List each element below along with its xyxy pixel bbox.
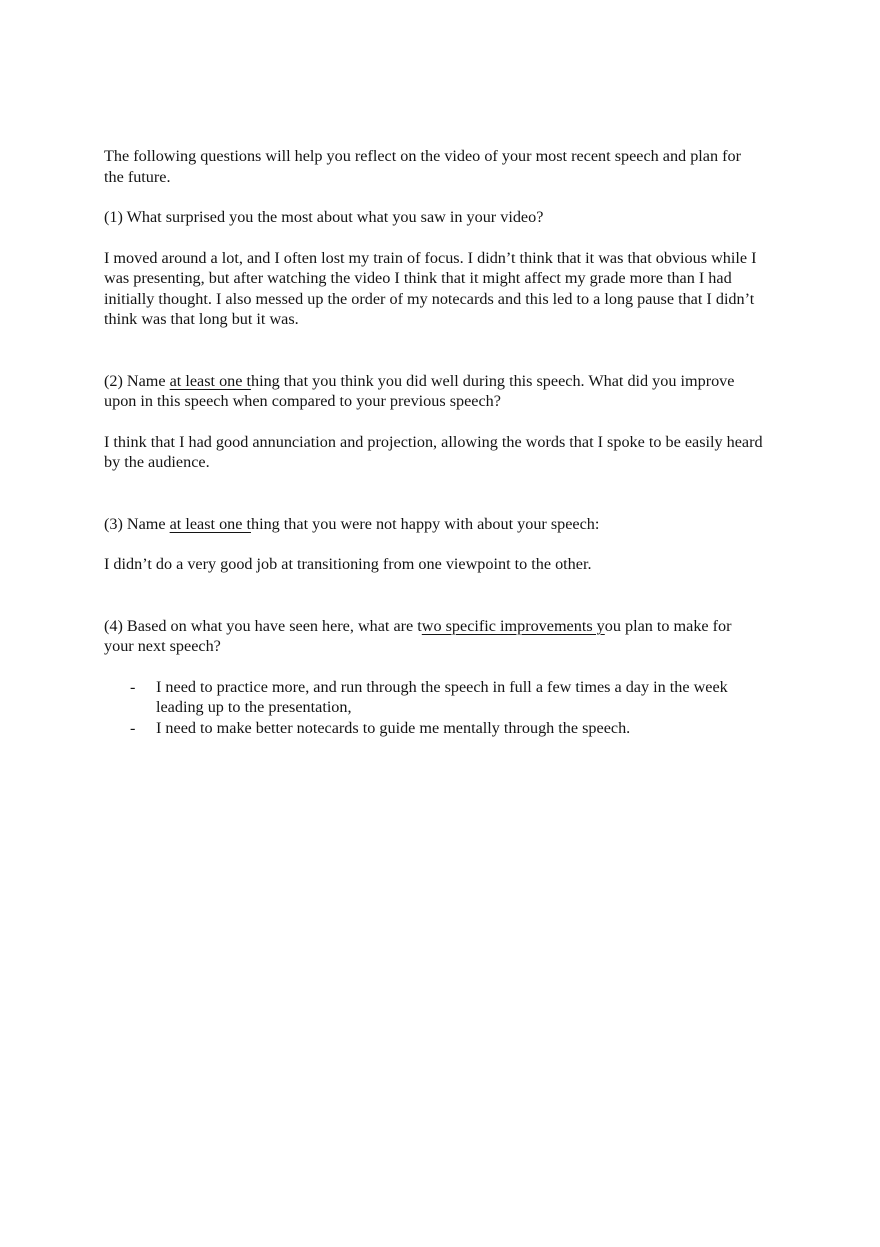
answer-3: I didn’t do a very good job at transitioning from one viewpoint to the other. [104, 555, 592, 573]
document-page [104, 146, 764, 738]
question-3 [104, 514, 764, 535]
question-4-suffix: ou plan to make for your next speech? [104, 616, 732, 655]
answer-1: I moved around a lot, and I often lost my train of focus. I didn’t think that it was that obvious while I was presenting, but after watching the video I think that it might affect my grade more than I had initially thought. I also messed up the order of my notecards and this led to a long pause that I didn’t think was that long but it was. [104, 248, 757, 328]
spacer [104, 657, 764, 677]
question-4-prefix: (4) Based on what you have seen here, what are t [104, 616, 422, 635]
question-3-prefix: (3) Name [104, 514, 170, 533]
list-item-text: I need to practice more, and run through the speech in full a few times a day in the week leading up to the presentation, [156, 677, 728, 716]
question-4-underlined: wo specific improvements y [421, 616, 605, 635]
intro-paragraph: The following questions will help you reflect on the video of your most recent speech and plan for the future. [104, 147, 741, 186]
spacer [104, 473, 764, 514]
list-item-text: I need to make better notecards to guide me mentally through the speech. [156, 718, 631, 737]
question-1: (1) What surprised you the most about what you saw in your video? [104, 208, 544, 226]
spacer [104, 187, 764, 207]
answer-4-list [104, 677, 764, 739]
question-2-underlined: at least one t [169, 371, 251, 390]
answer-2: I think that I had good annunciation and projection, allowing the words that I spoke to be easily heard by the audience. [104, 432, 763, 471]
dash-bullet-icon: - [130, 718, 136, 737]
question-3-underlined: at least one t [169, 514, 251, 533]
question-3-suffix: hing that you were not happy with about your speech: [250, 514, 600, 533]
spacer [104, 575, 764, 616]
spacer [104, 534, 764, 554]
spacer [104, 228, 764, 248]
list-item [104, 677, 764, 718]
question-2 [104, 371, 764, 412]
question-4 [104, 616, 764, 657]
question-2-suffix: hing that you think you did well during this speech. What did you improve upon in this speech when compared to your previous speech? [104, 371, 735, 410]
question-2-prefix: (2) Name [104, 371, 170, 390]
list-item [104, 718, 764, 739]
dash-bullet-icon: - [130, 677, 136, 696]
spacer [104, 412, 764, 432]
spacer [104, 330, 764, 371]
